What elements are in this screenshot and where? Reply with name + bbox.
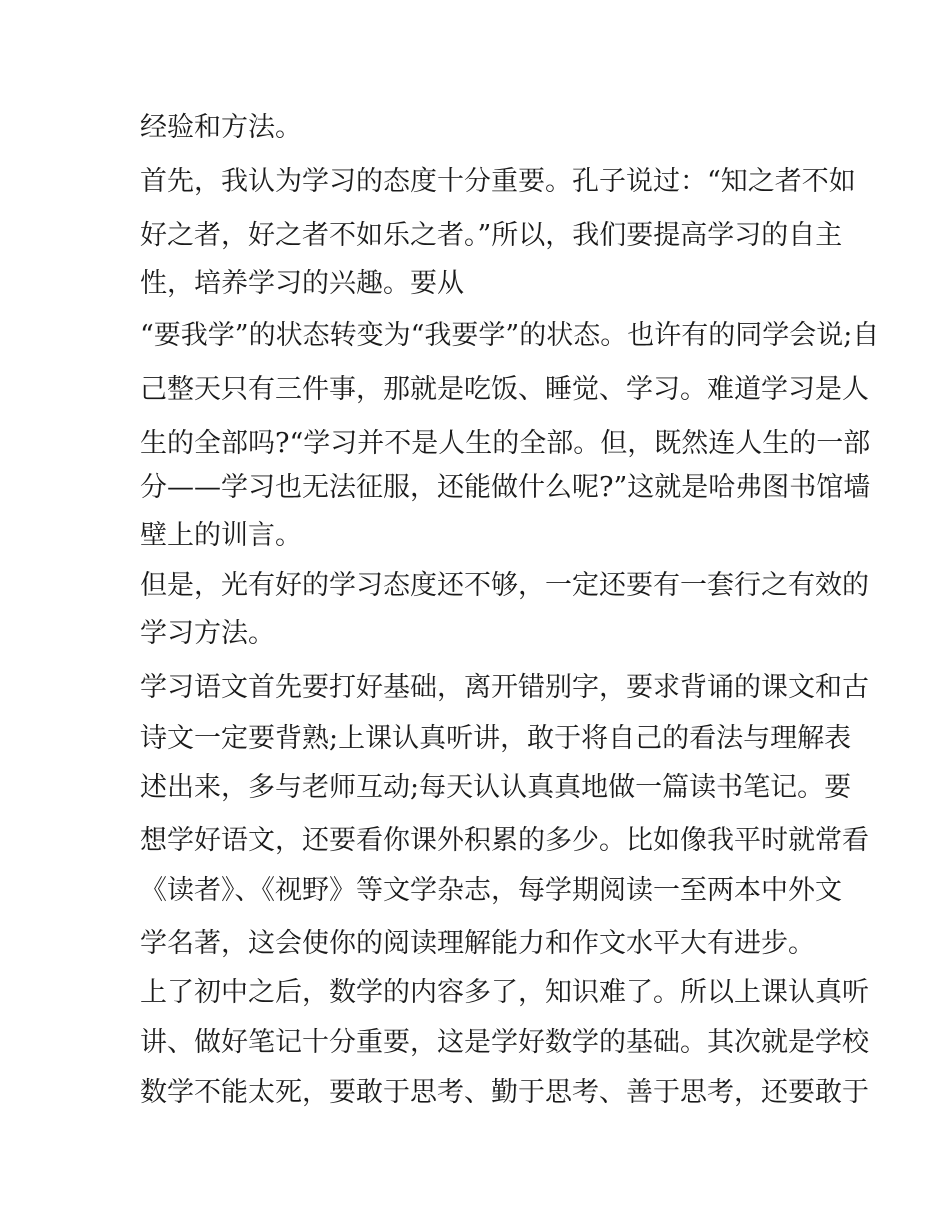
text-line: 好之者，好之者不如乐之者。”所以，我们要提高学习的自主 (140, 220, 843, 251)
text-line: 性，培养学习的兴趣。要从 (140, 268, 464, 299)
text-line: 上了初中之后，数学的内容多了，知识难了。所以上课认真听 (140, 977, 869, 1008)
text-line: 己整天只有三件事，那就是吃饭、睡觉、学习。难道学习是人 (140, 374, 869, 405)
text-line: 诗文一定要背熟;上课认真听讲，敢于将自己的看法与理解表 (140, 723, 852, 754)
text-line: 述出来，多与老师互动;每天认认真真地做一篇读书笔记。要 (140, 772, 852, 803)
text-line: 数学不能太死，要敢于思考、勤于思考、善于思考，还要敢于 (140, 1077, 869, 1108)
text-line: 但是，光有好的学习态度还不够，一定还要有一套行之有效的 (140, 570, 869, 601)
text-line: “要我学”的状态转变为“我要学”的状态。也许有的同学会说;自 (140, 320, 880, 351)
text-line: 壁上的训言。 (140, 520, 302, 551)
text-line: 学习方法。 (140, 618, 275, 649)
text-line: 学名著，这会使你的阅读理解能力和作文水平大有进步。 (140, 928, 815, 959)
text-line: 经验和方法。 (140, 112, 302, 143)
text-line: 首先，我认为学习的态度十分重要。孔子说过：“知之者不如 (140, 166, 856, 197)
text-line: 想学好语文，还要看你课外积累的多少。比如像我平时就常看 (140, 825, 869, 856)
text-line: 讲、做好笔记十分重要，这是学好数学的基础。其次就是学校 (140, 1027, 869, 1058)
text-line: 分——学习也无法征服，还能做什么呢?”这就是哈弗图书馆墙 (140, 472, 871, 503)
text-line: 《读者》、《视野》等文学杂志，每学期阅读一至两本中外文 (140, 875, 842, 906)
text-line: 生的全部吗?“学习并不是人生的全部。但，既然连人生的一部 (140, 428, 871, 459)
text-line: 学习语文首先要打好基础，离开错别字，要求背诵的课文和古 (140, 672, 869, 703)
